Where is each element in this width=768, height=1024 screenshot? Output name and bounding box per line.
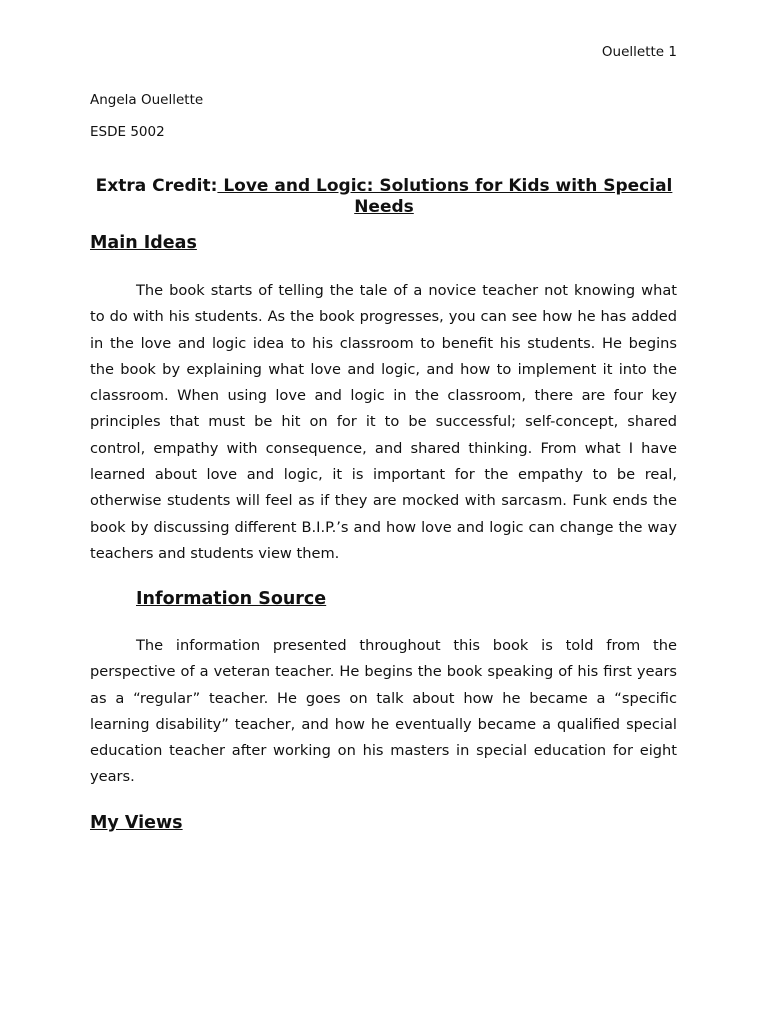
heading-information-source: Information Source — [136, 589, 327, 609]
heading-main-ideas: Main Ideas — [90, 233, 197, 253]
heading-my-views: My Views — [90, 813, 183, 833]
title-main: Love and Logic: Solutions for Kids with Special Needs — [217, 176, 673, 217]
paragraph-information-source: The information presented throughout this book is told from the perspective of a veteran teacher. He begins the book speaking of his first years as a “regular” teacher. He goes on talk about how he became a “specific learning disability” teacher, and how he eventually became a qualified special education teacher after working on his masters in special education for eight years. — [90, 637, 677, 786]
page-header-label: Ouellette 1 — [601, 44, 677, 60]
document-title — [90, 176, 678, 218]
author-name: Angela Ouellette — [90, 92, 204, 108]
paragraph-main-ideas: The book starts of telling the tale of a novice teacher not knowing what to do with his students. As the book progresses, you can see how he has added in the love and logic idea to his classroom to benefit his students. He begins the book by explaining what love and logic, and how to implement it into the classroom. When using love and logic in the classroom, there are four key principles that must be hit on for it to be successful; self-concept, shared control, empathy with consequence, and shared thinking. From what I have learned about love and logic, it is important for the empathy to be real, otherwise students will feel as if they are mocked with sarcasm. Funk ends the book by discussing different B.I.P.’s and how love and logic can change the way teachers and students view them. — [90, 282, 677, 562]
course-code: ESDE 5002 — [90, 124, 165, 140]
title-prefix: Extra Credit: — [95, 176, 218, 196]
